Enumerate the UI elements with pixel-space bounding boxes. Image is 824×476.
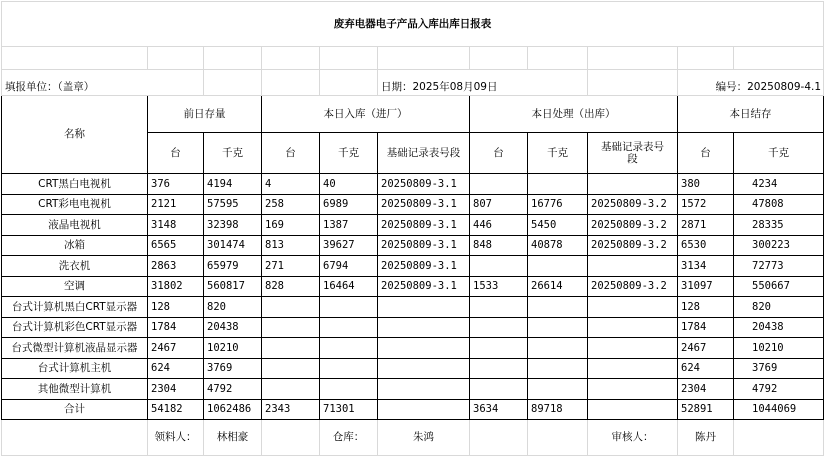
- cell-out-record: [588, 174, 678, 195]
- cell-out-tai: [470, 297, 528, 318]
- cell-in-kg: 71301: [320, 399, 378, 420]
- cell-prev-kg: 301474: [204, 235, 262, 256]
- row-name: 洗衣机: [2, 256, 148, 277]
- cell-out-kg: 40878: [528, 235, 588, 256]
- header-name: 名称: [2, 96, 148, 174]
- cell-out-tai: [470, 317, 528, 338]
- cell-in-record: [378, 379, 470, 400]
- cell-end-tai: 52891: [678, 399, 734, 420]
- cell-in-record: [378, 317, 470, 338]
- table-row: [2, 194, 824, 215]
- cell-out-kg: [528, 379, 588, 400]
- header-today-in: 本日入库（进厂）: [262, 96, 470, 133]
- cell-prev-tai: 2121: [148, 194, 204, 215]
- table-row: [2, 358, 824, 379]
- cell-end-tai: 2871: [678, 215, 734, 236]
- cell-end-kg: 550667: [734, 276, 824, 297]
- cell-end-kg: 820: [734, 297, 824, 318]
- cell-prev-kg: 3769: [204, 358, 262, 379]
- table-row: [2, 297, 824, 318]
- cell-out-record: [588, 297, 678, 318]
- cell-in-record: 20250809-3.1: [378, 276, 470, 297]
- cell-out-record: 20250809-3.2: [588, 215, 678, 236]
- warehouse-label: 仓库：: [320, 420, 378, 456]
- cell-out-record: [588, 338, 678, 359]
- cell-in-record: 20250809-3.1: [378, 174, 470, 195]
- report-table: [1, 1, 824, 456]
- header-tai: 台: [262, 133, 320, 174]
- row-name: 其他微型计算机: [2, 379, 148, 400]
- cell-end-kg: 72773: [734, 256, 824, 277]
- cell-end-tai: 1572: [678, 194, 734, 215]
- table-row: [2, 235, 824, 256]
- cell-end-kg: 47808: [734, 194, 824, 215]
- cell-in-record: [378, 297, 470, 318]
- cell-out-record: [588, 399, 678, 420]
- cell-in-record: 20250809-3.1: [378, 256, 470, 277]
- cell-prev-kg: 1062486: [204, 399, 262, 420]
- header-kg: 千克: [528, 133, 588, 174]
- header-today-end: 本日结存: [678, 96, 824, 133]
- cell-out-kg: [528, 338, 588, 359]
- cell-in-record: [378, 358, 470, 379]
- cell-out-tai: 807: [470, 194, 528, 215]
- cell-prev-kg: 20438: [204, 317, 262, 338]
- cell-end-kg: 1044069: [734, 399, 824, 420]
- cell-end-tai: 6530: [678, 235, 734, 256]
- cell-in-record: 20250809-3.1: [378, 215, 470, 236]
- cell-out-tai: [470, 174, 528, 195]
- warehouse-name: 朱鸿: [378, 420, 470, 456]
- cell-end-tai: 2304: [678, 379, 734, 400]
- cell-end-kg: 20438: [734, 317, 824, 338]
- cell-prev-tai: 1784: [148, 317, 204, 338]
- table-row-total: [2, 399, 824, 420]
- header-prev-stock: 前日存量: [148, 96, 262, 133]
- cell-prev-kg: 57595: [204, 194, 262, 215]
- report-title: 废弃电器电子产品入库出库日报表: [2, 2, 824, 47]
- cell-in-kg: 40: [320, 174, 378, 195]
- reviewer-label: 审核人：: [588, 420, 678, 456]
- table-row: [2, 215, 824, 236]
- cell-in-kg: 39627: [320, 235, 378, 256]
- cell-out-record: [588, 379, 678, 400]
- cell-out-kg: [528, 358, 588, 379]
- cell-in-tai: 2343: [262, 399, 320, 420]
- cell-end-tai: 3134: [678, 256, 734, 277]
- cell-prev-tai: 128: [148, 297, 204, 318]
- table-row: [2, 256, 824, 277]
- cell-out-tai: 446: [470, 215, 528, 236]
- cell-out-kg: 26614: [528, 276, 588, 297]
- cell-prev-kg: 32398: [204, 215, 262, 236]
- table-row: [2, 276, 824, 297]
- cell-out-tai: [470, 338, 528, 359]
- cell-out-tai: [470, 379, 528, 400]
- cell-in-kg: 16464: [320, 276, 378, 297]
- cell-out-tai: [470, 358, 528, 379]
- cell-in-tai: [262, 297, 320, 318]
- cell-prev-kg: 10210: [204, 338, 262, 359]
- cell-in-tai: [262, 358, 320, 379]
- cell-out-kg: [528, 256, 588, 277]
- leader-name: 林相豪: [204, 420, 262, 456]
- cell-prev-kg: 560817: [204, 276, 262, 297]
- cell-end-kg: 4234: [734, 174, 824, 195]
- cell-in-kg: 6989: [320, 194, 378, 215]
- table-row: [2, 379, 824, 400]
- cell-prev-tai: 624: [148, 358, 204, 379]
- row-name: 液晶电视机: [2, 215, 148, 236]
- header-record: 基础记录表号段: [588, 133, 678, 174]
- header-kg: 千克: [734, 133, 824, 174]
- cell-end-tai: 128: [678, 297, 734, 318]
- cell-in-kg: [320, 297, 378, 318]
- cell-out-record: [588, 256, 678, 277]
- cell-end-kg: 28335: [734, 215, 824, 236]
- cell-in-kg: [320, 358, 378, 379]
- cell-in-record: [378, 399, 470, 420]
- cell-in-kg: [320, 317, 378, 338]
- cell-out-tai: [470, 256, 528, 277]
- cell-prev-tai: 376: [148, 174, 204, 195]
- unit-label: 填报单位：（盖章）: [2, 70, 204, 96]
- cell-prev-tai: 2304: [148, 379, 204, 400]
- cell-out-record: 20250809-3.2: [588, 276, 678, 297]
- header-kg: 千克: [204, 133, 262, 174]
- cell-in-tai: 169: [262, 215, 320, 236]
- row-name: CRT黑白电视机: [2, 174, 148, 195]
- cell-out-record: 20250809-3.2: [588, 194, 678, 215]
- cell-out-record: 20250809-3.2: [588, 235, 678, 256]
- cell-end-tai: 624: [678, 358, 734, 379]
- cell-out-tai: 3634: [470, 399, 528, 420]
- cell-out-kg: 5450: [528, 215, 588, 236]
- cell-end-tai: 1784: [678, 317, 734, 338]
- cell-prev-tai: 31802: [148, 276, 204, 297]
- cell-out-kg: [528, 174, 588, 195]
- cell-out-record: [588, 317, 678, 338]
- cell-in-tai: 271: [262, 256, 320, 277]
- row-name: 台式微型计算机液晶显示器: [2, 338, 148, 359]
- table-row: [2, 317, 824, 338]
- cell-out-kg: [528, 317, 588, 338]
- cell-out-tai: 848: [470, 235, 528, 256]
- header-record: 基础记录表号段: [378, 133, 470, 174]
- cell-in-tai: [262, 379, 320, 400]
- cell-in-tai: 813: [262, 235, 320, 256]
- cell-prev-kg: 4194: [204, 174, 262, 195]
- cell-end-tai: 2467: [678, 338, 734, 359]
- cell-out-record: [588, 358, 678, 379]
- header-tai: 台: [148, 133, 204, 174]
- code-label: 编号：20250809-4.1: [678, 70, 824, 96]
- header-tai: 台: [678, 133, 734, 174]
- cell-out-kg: 89718: [528, 399, 588, 420]
- cell-end-kg: 10210: [734, 338, 824, 359]
- cell-end-kg: 300223: [734, 235, 824, 256]
- cell-in-record: [378, 338, 470, 359]
- cell-prev-kg: 65979: [204, 256, 262, 277]
- row-name: 空调: [2, 276, 148, 297]
- cell-in-kg: [320, 338, 378, 359]
- row-name: 合计: [2, 399, 148, 420]
- cell-in-tai: [262, 317, 320, 338]
- cell-prev-tai: 3148: [148, 215, 204, 236]
- cell-prev-tai: 6565: [148, 235, 204, 256]
- cell-end-tai: 380: [678, 174, 734, 195]
- row-name: CRT彩电电视机: [2, 194, 148, 215]
- cell-prev-tai: 2467: [148, 338, 204, 359]
- leader-label: 领料人：: [148, 420, 204, 456]
- header-today-out: 本日处理（出库）: [470, 96, 678, 133]
- cell-in-kg: [320, 379, 378, 400]
- cell-prev-kg: 820: [204, 297, 262, 318]
- table-row: [2, 338, 824, 359]
- cell-in-kg: 6794: [320, 256, 378, 277]
- cell-in-record: 20250809-3.1: [378, 235, 470, 256]
- cell-prev-tai: 2863: [148, 256, 204, 277]
- cell-prev-tai: 54182: [148, 399, 204, 420]
- cell-in-tai: 258: [262, 194, 320, 215]
- row-name: 台式计算机主机: [2, 358, 148, 379]
- cell-in-tai: 828: [262, 276, 320, 297]
- cell-end-kg: 3769: [734, 358, 824, 379]
- cell-in-record: 20250809-3.1: [378, 194, 470, 215]
- header-tai: 台: [470, 133, 528, 174]
- cell-in-kg: 1387: [320, 215, 378, 236]
- cell-end-tai: 31097: [678, 276, 734, 297]
- cell-prev-kg: 4792: [204, 379, 262, 400]
- reviewer-name: 陈丹: [678, 420, 734, 456]
- cell-in-tai: 4: [262, 174, 320, 195]
- row-name: 台式计算机黑白CRT显示器: [2, 297, 148, 318]
- row-name: 冰箱: [2, 235, 148, 256]
- header-kg: 千克: [320, 133, 378, 174]
- cell-end-kg: 4792: [734, 379, 824, 400]
- cell-in-tai: [262, 338, 320, 359]
- date-label: 日期：2025年08月09日: [378, 70, 588, 96]
- cell-out-kg: [528, 297, 588, 318]
- table-row: [2, 174, 824, 195]
- cell-out-kg: 16776: [528, 194, 588, 215]
- cell-out-tai: 1533: [470, 276, 528, 297]
- row-name: 台式计算机彩色CRT显示器: [2, 317, 148, 338]
